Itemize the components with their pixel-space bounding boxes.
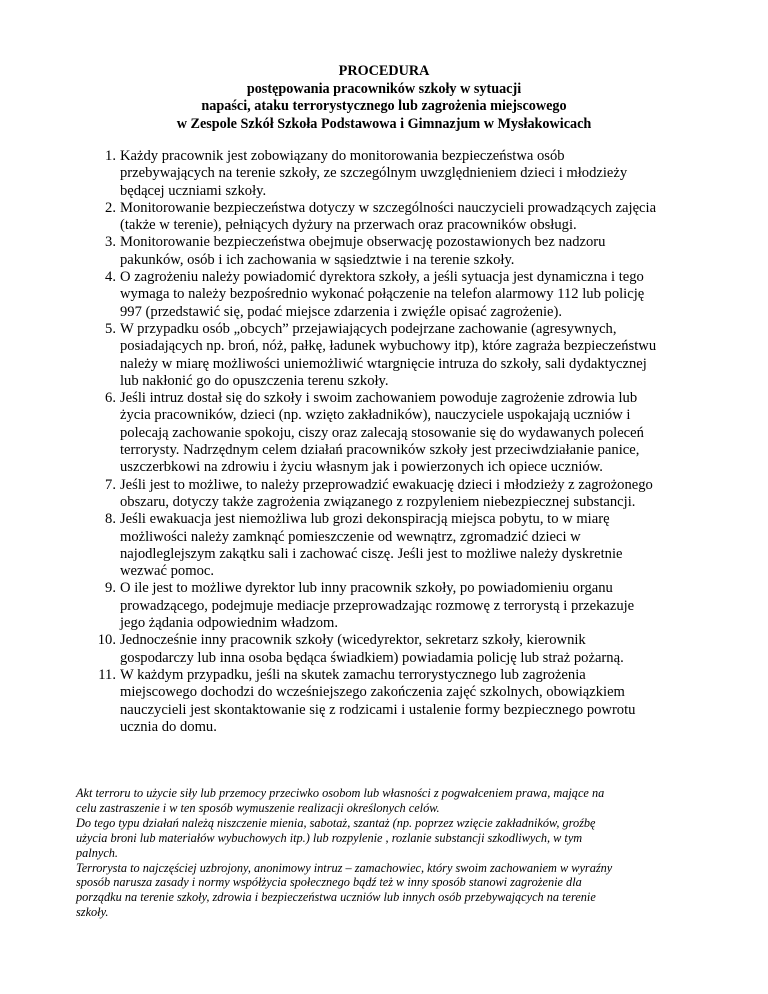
list-item-line: miejscowego dochodzi do wcześniejszego zakończenia zajęć szkolnych, obowiązkiem [120,684,625,701]
list-item-line: przebywających na terenie szkoły, ze szczególnym uwzględnieniem dzieci i młodzieży [120,165,628,182]
list-item [86,580,686,632]
list-item-line: Jeśli intruz dostał się do szkoły i swoim zachowaniem powoduje zagrożenie zdrowia lub [120,390,638,407]
list-item-line: (także w terenie), pełniących dyżury na przerwach oraz pracowników obsługi. [120,217,577,234]
list-item-line: możliwości należy zamknąć pomieszczenie od wewnątrz, zgromadzić dzieci w [120,528,581,545]
list-item [86,632,686,667]
list-item-number: 8. [105,511,116,528]
list-item [86,148,686,200]
definitions-footnote [76,786,716,920]
list-item-line: uszczerbkowi na zdrowiu i życiu własnym jak i powierzonych ich opiece uczniów. [120,459,603,476]
list-item-line: nauczycieli jest skontaktowanie się z rodzicami i ustalenie formy bezpiecznego powrotu [120,701,636,718]
list-item-line: W każdym przypadku, jeśli na skutek zamachu terrorystycznego lub zagrożenia [120,666,586,683]
list-item-line: najodleglejszym zakątku sali i zachować ciszę. Jeśli jest to możliwe należy dyskretnie [120,545,623,562]
footnote-line: Akt terroru to użycie siły lub przemocy przeciwko osobom lub własności z pogwałceniem prawa, mające na [76,786,605,800]
list-item-line: posiadających np. broń, nóż, pałkę, ładunek wybuchowy itp), które zagraża bezpieczeństwu [120,338,657,355]
list-item-number: 1. [105,148,116,164]
list-item-line: życia pracowników, dzieci (np. wzięto zakładników), nauczyciele uspokajają uczniów i [120,407,631,424]
list-item-line: ucznia do domu. [120,718,217,735]
list-item-line: będącej uczniami szkoły. [120,182,267,199]
footnote-line: Do tego typu działań należą niszczenie mienia, sabotaż, szantaż (np. poprzez wzięcie zakładników, groźbę [76,815,596,830]
footnote-line: szkoły. [76,905,109,920]
footnote-line: użycia broni lub materiałów wybuchowych itp.) lub rozpylenie , rozlanie substancji szkodliwych, w tym [76,830,583,845]
list-item-line: jego żądania odpowiednim władzom. [120,615,339,632]
list-item-number: 11. [98,666,116,683]
list-item-line: W przypadku osób „obcych” przejawiających podejrzane zachowanie (agresywnych, [120,320,617,337]
list-item-line: lub nakłonić go do opuszczenia terenu szkoły. [120,372,389,389]
list-item [86,511,686,580]
list-item-line: Jednocześnie inny pracownik szkoły (wicedyrektor, sekretarz szkoły, kierownik [120,632,586,649]
footnote-line: sposób narusza zasady i normy współżycia społecznego bądź też w inny sposób stanowi zagrożenie dla [76,875,582,890]
list-item-number: 7. [105,476,116,493]
list-item [86,269,686,321]
list-item [86,390,686,476]
list-item-line: Monitorowanie bezpieczeństwa dotyczy w szczególności nauczycieli prowadzących zajęcia [120,199,657,216]
list-item-line: O zagrożeniu należy powiadomić dyrektora szkoły, a jeśli sytuacja jest dynamiczna i tego [120,269,644,286]
procedure-list [86,148,686,736]
title-line-3: napaści, ataku terrorystycznego lub zagrożenia miejscowego [201,98,567,114]
list-item [86,200,686,235]
title-line-1: PROCEDURA [338,63,430,79]
list-item-line: Każdy pracownik jest zobowiązany do monitorowania bezpieczeństwa osób [120,148,565,164]
list-item-line: O ile jest to możliwe dyrektor lub inny pracownik szkoły, po powiadomieniu organu [120,580,613,597]
footnote-line: Terrorysta to najczęściej uzbrojony, anonimowy intruz – zamachowiec, który swoim zachowaniem w wyraźny [76,860,613,875]
footnote-line: palnych. [76,845,119,860]
list-item-line: polecają zachowanie spokoju, ciszy oraz zalecają stosowanie się do wydawanych poleceń [120,424,644,441]
list-item [86,667,686,736]
list-item-line: wymaga to należy bezpośrednio wykonać połączenie na telefon alarmowy 112 lub policję [120,286,645,303]
list-item-number: 5. [105,320,116,337]
list-item-number: 6. [105,390,116,407]
list-item-line: Jeśli ewakuacja jest niemożliwa lub grozi dekonspiracją miejsca pobytu, to w miarę [120,511,610,528]
list-item-line: wezwać pomoc. [120,563,215,580]
list-item-number: 3. [105,234,116,251]
list-item-line: Jeśli jest to możliwe, to należy przeprowadzić ewakuację dzieci i młodzieży z zagrożonego [120,476,653,493]
list-item-line: Monitorowanie bezpieczeństwa obejmuje obserwację pozostawionych bez nadzoru [120,234,606,251]
list-item-number: 9. [105,580,116,597]
title-line-4: w Zespole Szkół Szkoła Podstawowa i Gimnazjum w Mysłakowicach [176,115,592,132]
list-item [86,321,686,390]
document-title [60,63,708,133]
list-item-line: gospodarczy lub inna osoba będąca świadkiem) powiadamia policję lub straż pożarną. [120,649,624,666]
list-item [86,477,686,512]
footnote-line: porządku na terenie szkoły, zdrowia i bezpieczeństwa uczniów lub innych osób przebywających na terenie [76,890,596,905]
title-line-2: postępowania pracowników szkoły w sytuacji [246,80,522,97]
list-item-line: należy w miarę możliwości uniemożliwić wtargnięcie intruza do szkoły, sali dydaktycznej [120,355,647,372]
list-item-number: 2. [105,199,116,216]
list-item-line: pakunków, osób i ich zachowania w sąsiedztwie i na terenie szkoły. [120,251,515,268]
list-item-line: 997 (przedstawić się, podać miejsce zdarzenia i zwięźle opisać zagrożenie). [120,303,563,320]
list-item-line: obszaru, dotyczy także zagrożenia związanego z rozpyleniem niebezpiecznej substancji. [120,493,636,510]
list-item [86,234,686,269]
list-item-line: prowadzącego, podejmuje mediacje przeprowadzając rozmowę z terrorystą i przekazuje [120,597,635,614]
footnote-line: celu zastraszenie i w ten sposób wymuszenie realizacji określonych celów. [76,800,440,815]
list-item-number: 10. [97,632,116,649]
list-item-number: 4. [105,269,116,286]
list-item-line: terrorysty. Nadrzędnym celem działań pracowników szkoły jest przeciwdziałanie panice, [120,442,640,459]
